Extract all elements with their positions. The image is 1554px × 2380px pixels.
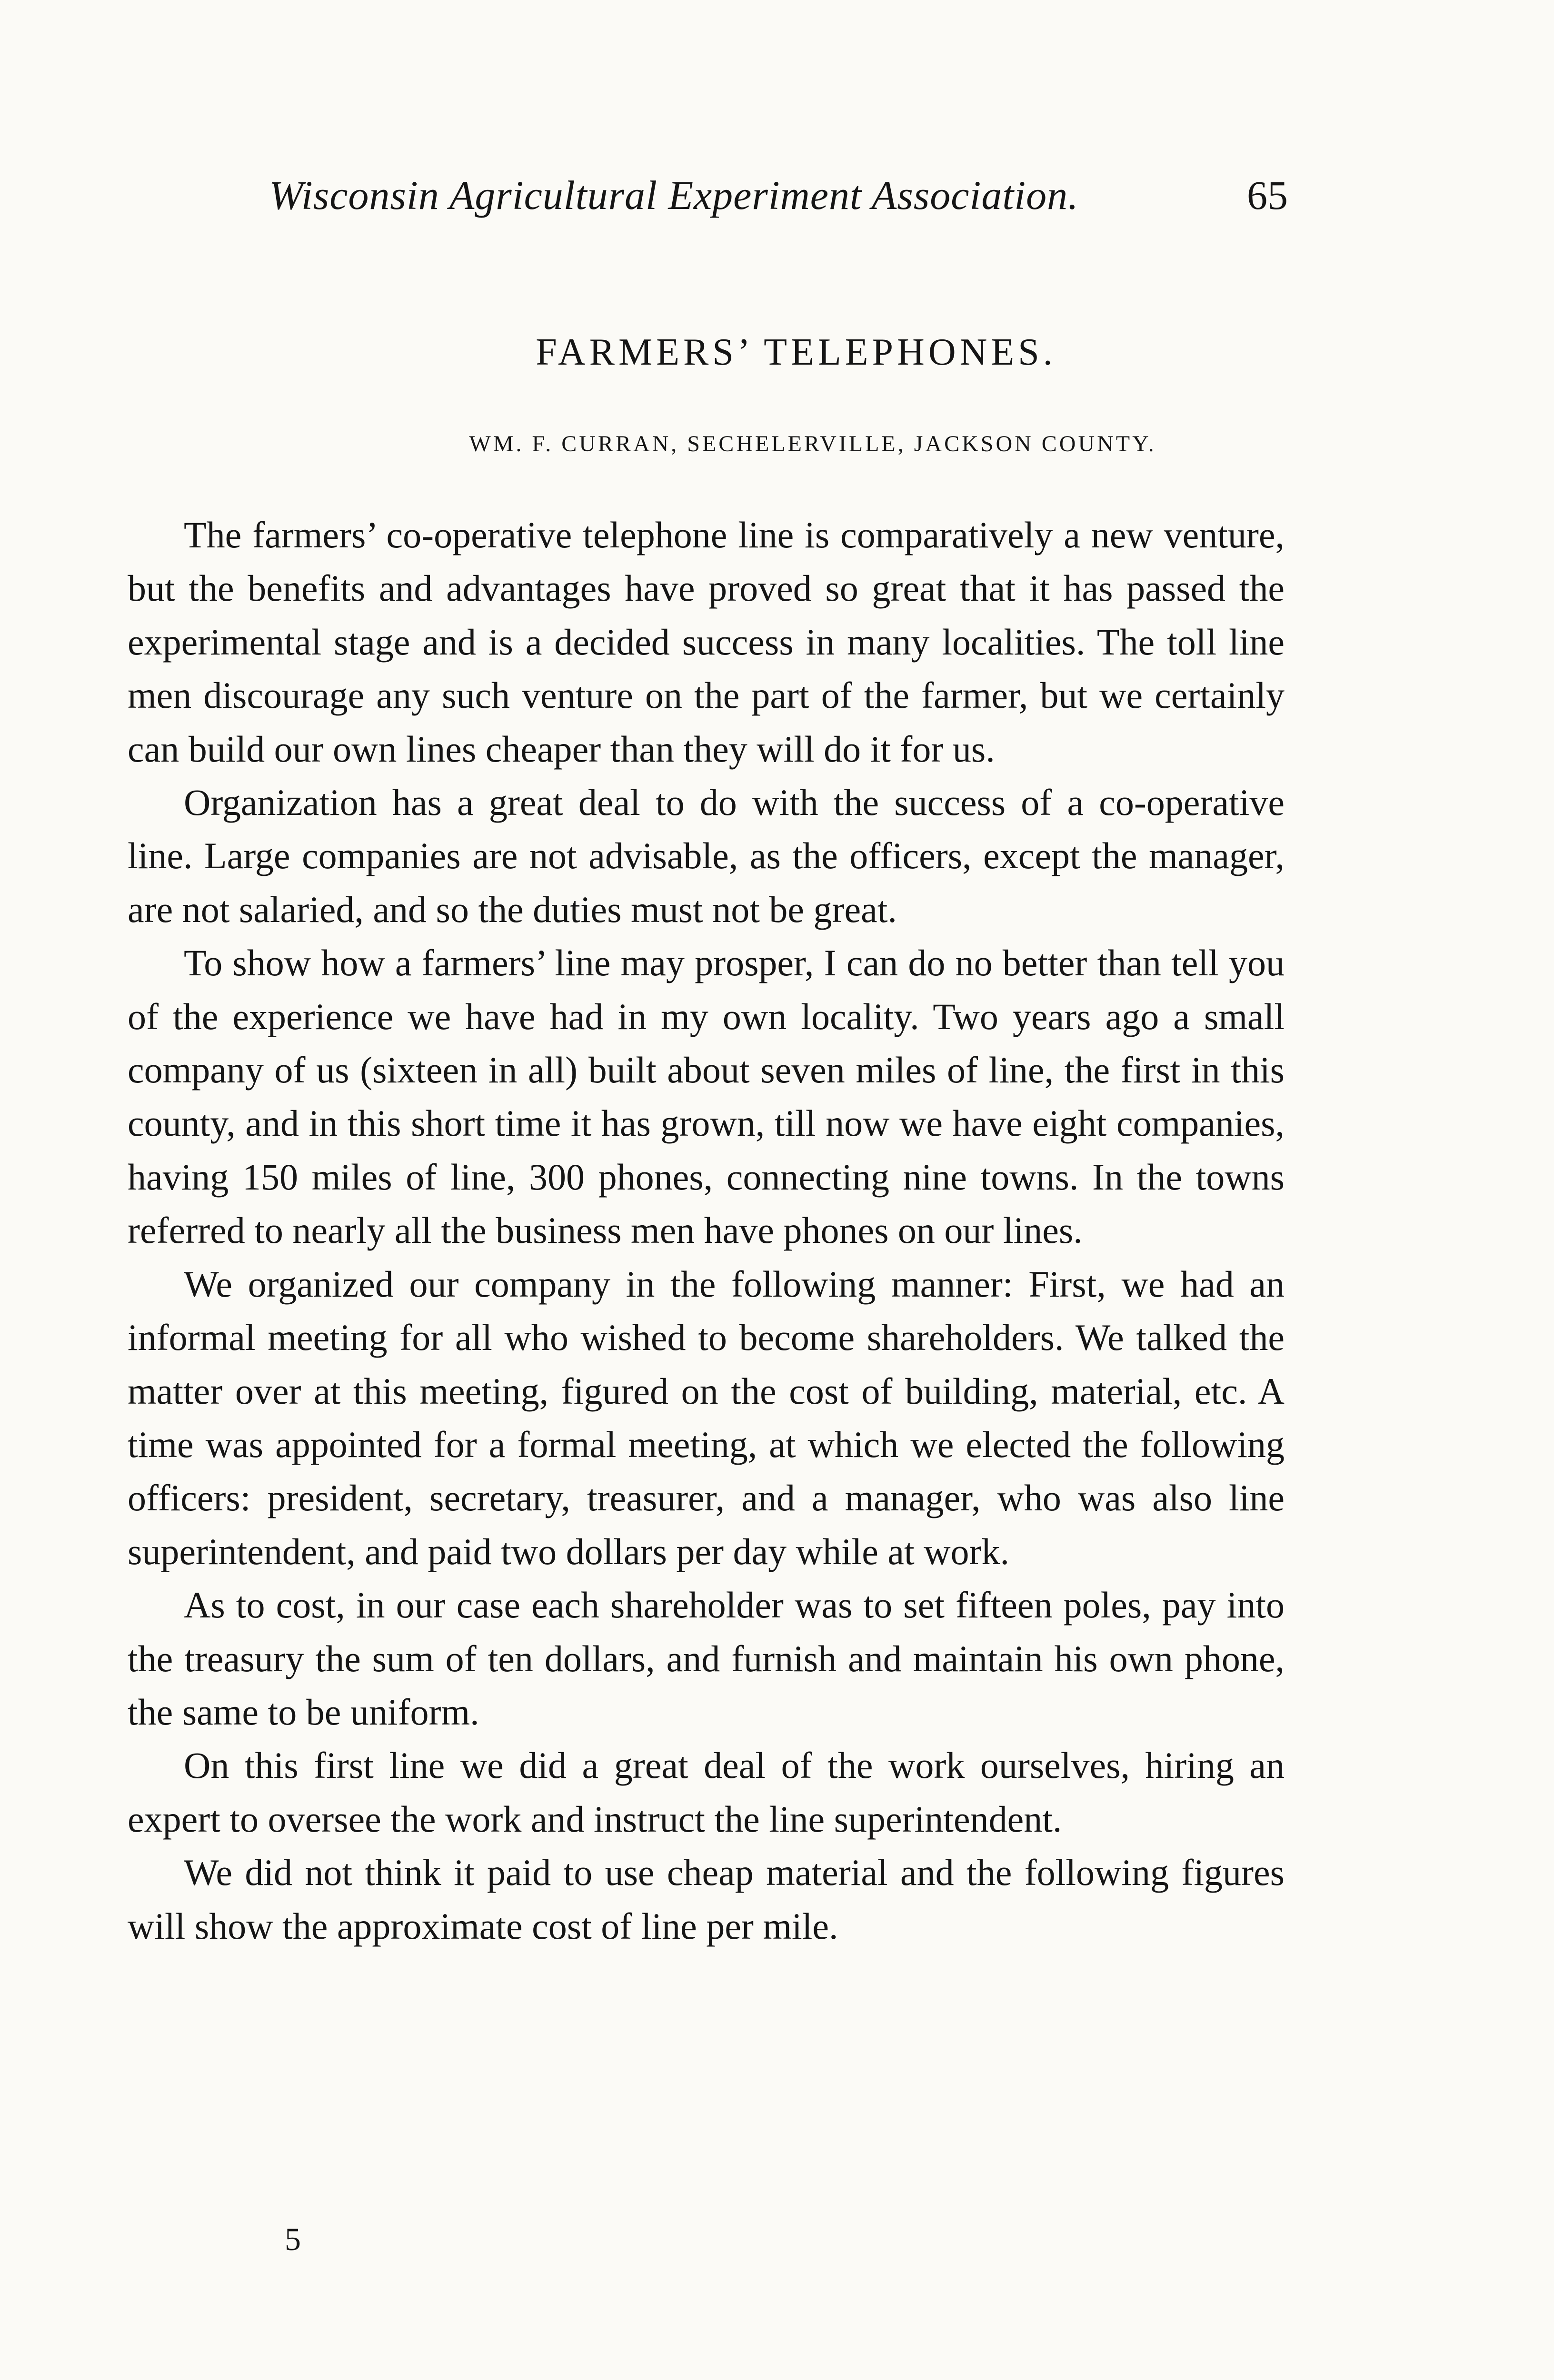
article-body (128, 508, 1285, 1953)
article-title: FARMERS’ TELEPHONES. (536, 331, 1056, 373)
body-paragraph: The farmers’ co-operative telephone line is comparatively a new venture, but the benefits and advantages have proved so great that it has passed the experimental stage and is a decided success in many localities. The toll line men discourage any such venture on the part of the farmer, but we certainly can build our own lines cheaper than they will do it for us. (128, 514, 1285, 770)
running-head (269, 171, 1288, 228)
body-paragraph: To show how a farmers’ line may prosper, I can do no better than tell you of the experience we have had in my own locality. Two years ago a small company of us (sixteen in all) built about seven miles of line, the first in this county, and in this short time it has grown, till now we have eight companies, having 150 miles of line, 300 phones, connecting nine towns. In the towns referred to nearly all the business men have phones on our lines. (128, 942, 1285, 1251)
body-paragraph: We did not think it paid to use cheap material and the following figures will show the approximate cost of line per mile. (128, 1852, 1285, 1947)
running-title: Wisconsin Agricultural Experiment Association. (269, 172, 1079, 218)
signature-mark: 5 (285, 2221, 301, 2257)
body-paragraph: As to cost, in our case each shareholder was to set fifteen poles, pay into the treasury the sum of ten dollars, and furnish and maintain his own phone, the same to be uniform. (128, 1584, 1285, 1733)
body-paragraph: Organization has a great deal to do with the success of a co-operative line. Large companies are not advisable, as the officers, except the manager, are not salaried, and so the duties must not be great. (128, 782, 1285, 930)
article-byline: WM. F. CURRAN, SECHELERVILLE, JACKSON COUNTY. (469, 431, 1156, 456)
page-number: 65 (1247, 172, 1288, 218)
body-paragraph: We organized our company in the following manner: First, we had an informal meeting for all who wished to become shareholders. We talked the matter over at this meeting, figured on the cost of building, material, etc. A time was appointed for a formal meeting, at which we elected the following officers: president, secretary, treasurer, and a manager, who was also line superintendent, and paid two dollars per day while at work. (128, 1263, 1285, 1572)
body-paragraph: On this first line we did a great deal of the work ourselves, hiring an expert to oversee the work and instruct the line superintendent. (128, 1745, 1285, 1840)
